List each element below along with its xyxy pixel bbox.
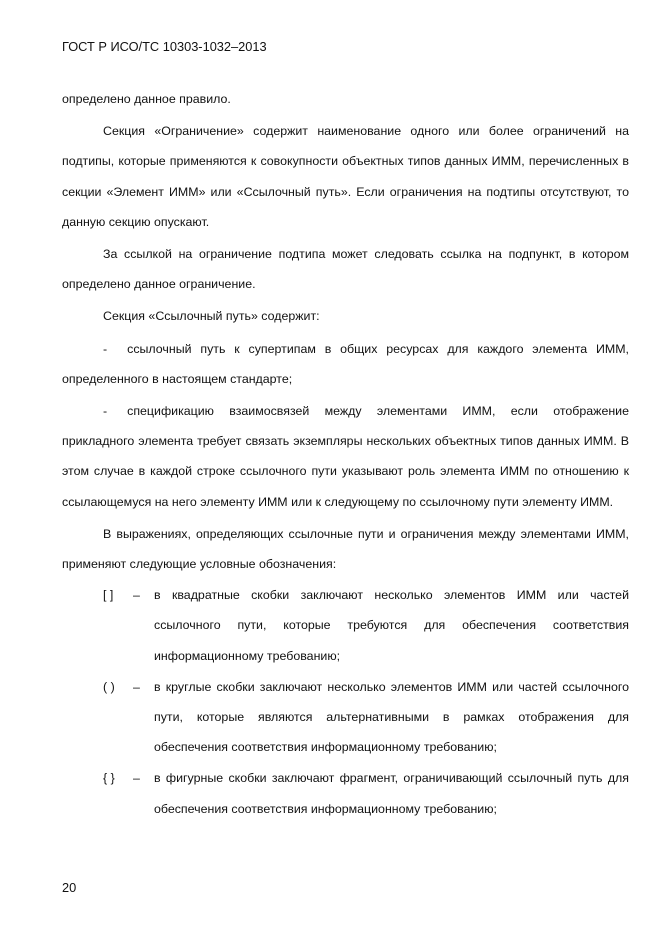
notation-item-curly-brackets — [62, 763, 629, 823]
notation-text: в фигурные скобки заключают фрагмент, ограничивающий ссылочный путь для обеспечения соответствия информационному требованию; — [154, 771, 629, 816]
paragraph-reference-path-section: Секция «Ссылочный путь» содержит: — [103, 309, 320, 324]
paragraph-constraint-section: Секция «Ограничение» содержит наименование одного или более ограничений на подтипы, которые применяются к совокупности объектных типов данных ИММ, перечисленных в секции «Элемент ИММ» или «Ссылочный путь». Если ограничения на подтипы отсутствуют, то данную секцию опускают. — [62, 124, 629, 229]
dash-list-item-2 — [62, 396, 629, 517]
document-header: ГОСТ Р ИСО/ТС 10303-1032–2013 — [62, 39, 267, 54]
notation-text: в круглые скобки заключают несколько элементов ИММ или частей ссылочного пути, которые являются альтернативными в рамках отображения для обеспечения соответствия информационному требованию; — [154, 679, 629, 755]
paragraph-continuation: определено данное правило. — [62, 92, 231, 106]
notation-symbol: [ ] — [103, 588, 114, 603]
notation-dash: – — [133, 588, 140, 603]
dash-item-text: спецификацию взаимосвязей между элементами ИММ, если отображение прикладного элемента требует связать экземпляры нескольких объектных типов данных ИММ. В этом случае в каждой строке ссылочного пути указывают роль элемента ИММ по отношению к ссылающемуся на него элементу ИММ или к следующему по ссылочному пути элементу ИММ. — [62, 404, 629, 509]
notation-symbol: { } — [103, 771, 115, 786]
dash-marker: - — [103, 404, 108, 419]
notation-item-round-brackets — [62, 672, 629, 763]
notation-dash: – — [133, 771, 140, 786]
page-number: 20 — [62, 880, 77, 895]
paragraph-notation-intro: В выражениях, определяющих ссылочные пути и ограничения между элементами ИММ, применяют следующие условные обозначения: — [62, 526, 629, 572]
notation-symbol: ( ) — [103, 679, 115, 694]
document-body — [62, 84, 629, 824]
notation-dash: – — [133, 679, 140, 694]
dash-item-text: ссылочный путь к супертипам в общих ресурсах для каждого элемента ИММ, определенного в настоящем стандарте; — [62, 341, 629, 386]
notation-item-square-brackets — [62, 580, 629, 671]
paragraph-subtype-reference: За ссылкой на ограничение подтипа может следовать ссылка на подпункт, в котором определено данное ограничение. — [62, 247, 629, 292]
dash-marker: - — [103, 341, 108, 356]
notation-text: в квадратные скобки заключают несколько элементов ИММ или частей ссылочного пути, которые требуются для обеспечения соответствия информационному требованию; — [154, 588, 629, 663]
dash-list-item-1 — [62, 334, 629, 394]
